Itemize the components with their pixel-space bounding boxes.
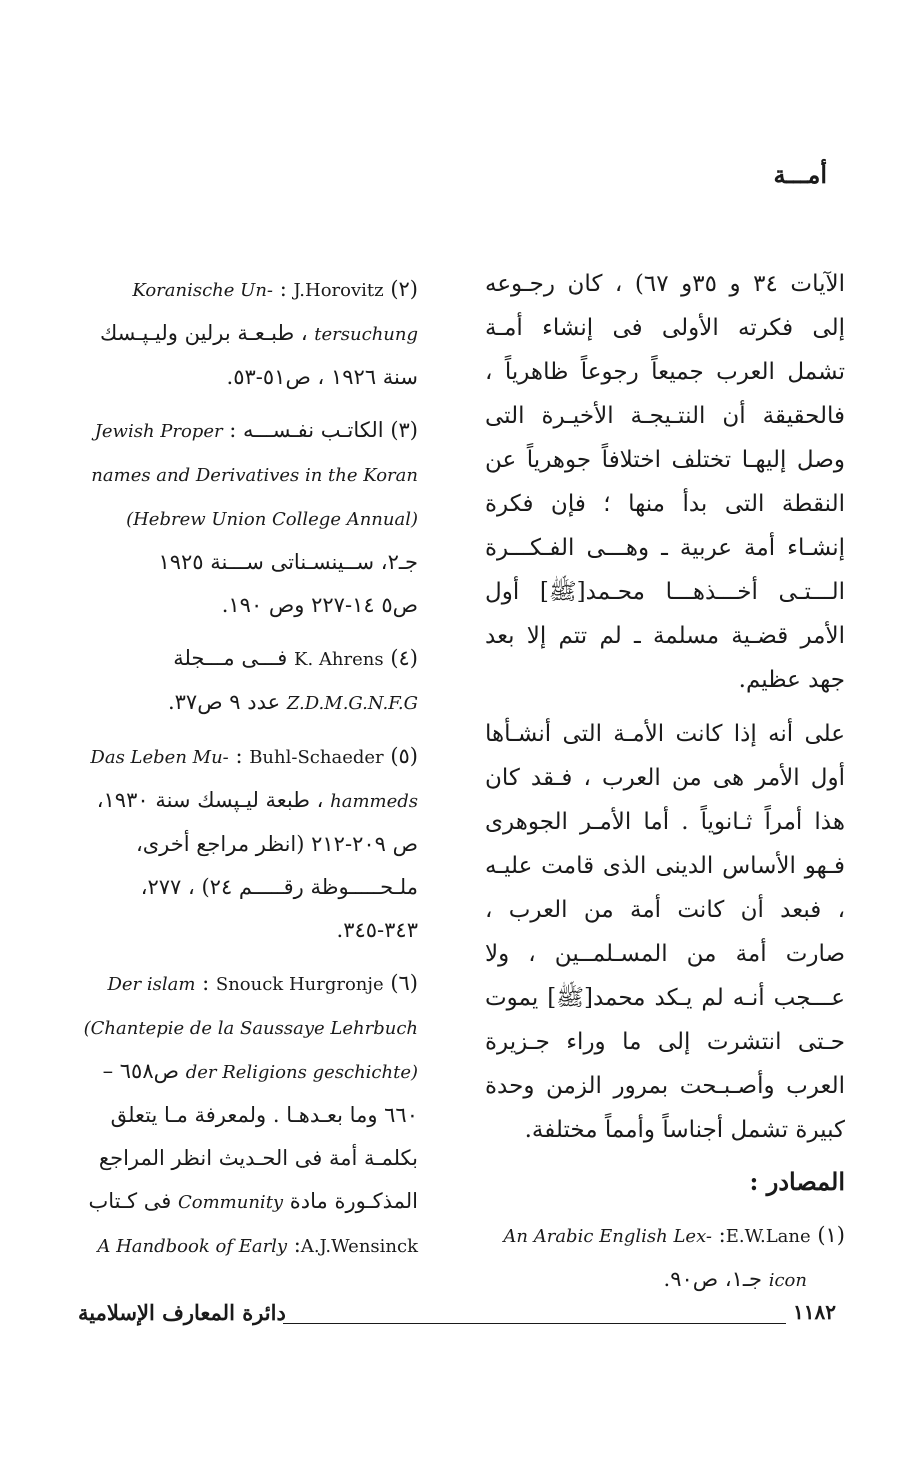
note-text: ٦٦٠ وما بعـدهـا . ولمعرفة مـا يتعلق [110, 1103, 418, 1127]
note-pages: ص٦٥٨ – [102, 1059, 179, 1083]
note-separator: : [235, 744, 243, 768]
note-text-cont: بكلمـة أمة فى الحـديث انظر المراجع [98, 1146, 418, 1170]
body-paragraph-2: على أنه إذا كانت الأمـة التى أنشـأها أول الأمر هى من العرب ، فـقد كان هذا أمراً ثـانوياً . أما الأمـر الجوهرى فـهو الأساس الدينى الذى قامت عليـه ، فبعد أن كانت أمة من العرب ، صارت أمة من المسـلمــين ، ولا عـــجب أنـه لم يـكد محمد[ﷺ] يموت حـتى انتشرت إلى ما وراء جـزيرة العرب وأصـبـحت بمرور الزمن وحدة كبيرة تشمل أجناساً وأمماً مختلفة. [485, 721, 845, 1143]
note-author-2: A.J.Wensinck [300, 1236, 418, 1257]
note-2 [78, 268, 418, 399]
main-column [485, 262, 845, 1312]
note-number: (٥) [390, 744, 418, 768]
note-journal: Z.D.M.G.N.F.G [286, 693, 418, 714]
note-title: Das Leben Mu- [90, 747, 229, 768]
note-number: (٤) [390, 646, 418, 670]
footer-divider [283, 1323, 786, 1324]
note-publisher: ، طبـعـة برلين وليـپـسك [99, 321, 308, 345]
note-term: Community [178, 1192, 284, 1213]
note-citation-end: ٣٤٣-٣٤٥. [336, 918, 418, 942]
note-citation: عدد ٩ ص٣٧. [167, 690, 281, 714]
running-header: أمـــة [773, 160, 827, 189]
footer-title: دائرة المعارف الإسلامية [78, 1300, 286, 1325]
note-title: An Arabic English Lex- [503, 1226, 712, 1247]
note-volume: جـ٢، ســينسـناتى ســـنة ١٩٢٥ [158, 550, 418, 574]
note-number: (٣) [390, 418, 418, 442]
note-separator: : [202, 971, 210, 995]
note-title-cont: hammeds [330, 791, 418, 812]
sources-heading: المصادر : [749, 1167, 845, 1196]
note-series: (Chantepie de la Saussaye Lehrbuch [83, 1018, 418, 1039]
note-4 [78, 637, 418, 725]
note-title-cont: tersuchung [314, 324, 418, 345]
note-citation-cont: ملـحـــــوظة رقـــــم ٢٤) ، ٢٧٧، [140, 875, 418, 899]
note-author: J.Horovitz [293, 280, 384, 301]
note-text-cont-3: فى كـتاب [88, 1189, 172, 1213]
note-citation: جـ١، ص٩٠. [663, 1267, 763, 1291]
note-number: (٢) [390, 277, 418, 301]
note-citation: ص ٢٠٩-٢١٢ (انظر مراجع أخرى، [135, 832, 418, 856]
note-author: E.W.Lane [725, 1226, 811, 1247]
note-title-cont: icon [768, 1270, 807, 1291]
note-title: Koranische Un- [132, 280, 273, 301]
note-journal-prefix: فـــى مـــجلة [173, 646, 288, 670]
note-5 [78, 735, 418, 952]
note-title-cont: names and Derivatives in the Koran [91, 465, 418, 486]
note-publisher: ، طبعة ليـپسك سنة ١٩٣٠، [96, 788, 324, 812]
note-number: (٦) [390, 971, 418, 995]
note-title: Der islam [107, 974, 196, 995]
note-number: (١) [817, 1223, 845, 1247]
note-book-title: A Handbook of Early [97, 1236, 288, 1257]
note-author: K. Ahrens [294, 649, 384, 670]
note-author: Buhl-Schaeder [249, 747, 384, 768]
note-6: (٦) Snouck Hurgronje : Der islam (Chantepie de la Saussaye Lehrbuch der Religions geschichte) ص٦٥٨ – ٦٦٠ وما بعـدهـا . ولمعرفة مـا يتعلق بكلمـة أمة فى الحـديث انظر المراجع المذكـورة مادة Community فى كـتاب A.J.Wensinck: A Handbook of Early [83, 971, 418, 1257]
note-3 [78, 409, 418, 627]
body-paragraph-1: الآيات ٣٤ و ٣٥و ٦٧) ، كان رجـوعه إلى فكرته الأولى فى إنشاء أمـة تشمل العرب جميعاً رجوعاً ظاهرياً ، فالحقيقة أن النتـيجـة الأخيـرة التى وصل إليهـا تختلف اختلافاً جوهرياً عن النقطة التى بدأ منها ؛ فإن فكرة إنشـاء أمة عربية ـ وهـــى الفـكـــرة الـــتـى أخـــذهـــا محـمد[ﷺ] أول الأمر قضـية مسلمة ـ لم تتم إلا بعد جهد عظيم. [485, 271, 846, 693]
page-number: ١١٨٢ [793, 1300, 836, 1324]
note-series-cont: der Religions geschichte) [185, 1062, 418, 1083]
source-note-1: (١) E.W.Lane: An Arabic English Lex- icon جـ١، ص٩٠. [503, 1223, 845, 1291]
page-footer [78, 1300, 836, 1340]
note-text-cont-2: المذكـورة مادة [289, 1189, 418, 1213]
note-citation: ص٥ ١٤-٢٢٧ وص ١٩٠. [221, 593, 418, 617]
note-title: Jewish Proper [94, 421, 223, 442]
note-author: Snouck Hurgronje [215, 974, 384, 995]
note-journal: (Hebrew Union College Annual) [126, 509, 418, 530]
note-separator: : [279, 277, 287, 301]
note-author: الكاتـب نفـســـه : [229, 418, 384, 442]
note-citation: سنة ١٩٢٦ ، ص٥١-٥٣. [226, 365, 418, 389]
notes-column [78, 268, 418, 1278]
